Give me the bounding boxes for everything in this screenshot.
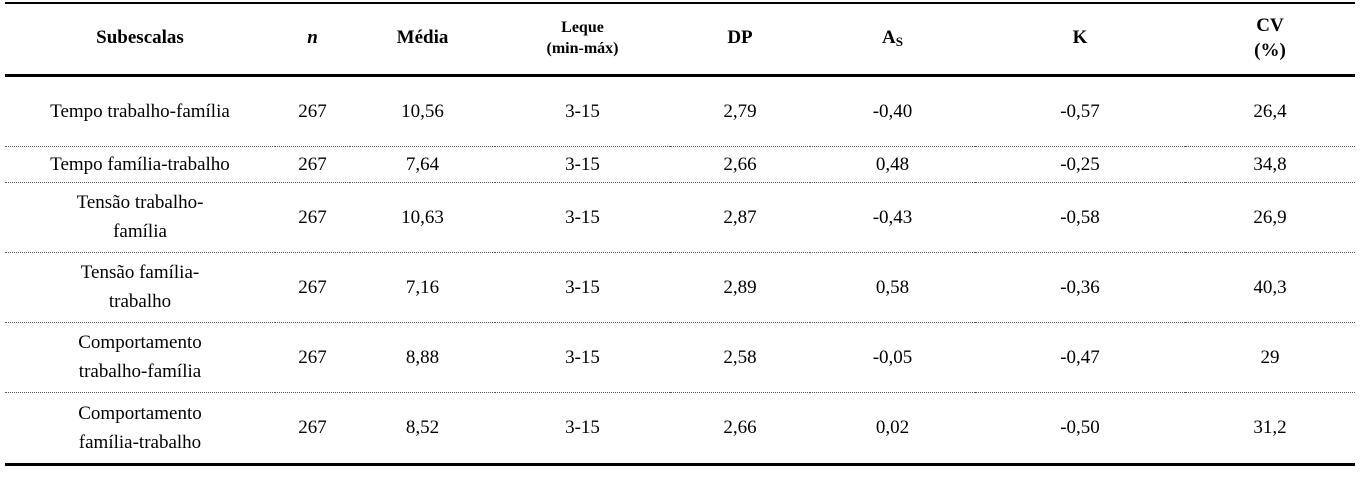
descriptive-statistics-table	[5, 2, 1355, 466]
table-row	[5, 146, 1355, 182]
subscale-label-line: Comportamento	[78, 402, 202, 424]
cell-range: 3-15	[495, 182, 670, 252]
cell-sd: 2,87	[670, 182, 810, 252]
subscale-label-line: família-trabalho	[78, 431, 202, 453]
cell-cv: 34,8	[1185, 146, 1355, 182]
cell-skew: 0,58	[810, 252, 975, 322]
cell-cv: 26,4	[1185, 75, 1355, 146]
cell-mean: 10,63	[350, 182, 495, 252]
cell-sd: 2,89	[670, 252, 810, 322]
cell-kurtosis: -0,36	[975, 252, 1185, 322]
cell-kurtosis: -0,25	[975, 146, 1185, 182]
header-cv-line2: (%)	[1254, 39, 1286, 61]
header-row	[5, 3, 1355, 75]
header-kurtosis: K	[975, 3, 1185, 75]
cell-subscale	[5, 252, 275, 322]
cell-skew: 0,48	[810, 146, 975, 182]
table-body	[5, 75, 1355, 464]
cell-mean: 8,88	[350, 322, 495, 392]
subscale-label-line: Tensão família-	[80, 262, 200, 283]
cell-cv: 29	[1185, 322, 1355, 392]
cell-sd: 2,79	[670, 75, 810, 146]
cell-cv: 26,9	[1185, 182, 1355, 252]
table-row	[5, 392, 1355, 464]
cell-mean: 7,64	[350, 146, 495, 182]
cell-sd: 2,58	[670, 322, 810, 392]
cell-kurtosis: -0,57	[975, 75, 1185, 146]
cell-range: 3-15	[495, 146, 670, 182]
cell-kurtosis: -0,50	[975, 392, 1185, 464]
cell-range: 3-15	[495, 322, 670, 392]
header-cv	[1185, 3, 1355, 75]
cell-sd: 2,66	[670, 146, 810, 182]
table-row	[5, 182, 1355, 252]
cell-subscale	[5, 182, 275, 252]
cell-cv: 31,2	[1185, 392, 1355, 464]
header-mean: Média	[350, 3, 495, 75]
subscale-label-line: família	[113, 221, 167, 242]
cell-n: 267	[275, 252, 350, 322]
table-row	[5, 75, 1355, 146]
header-skewness	[810, 3, 975, 75]
cell-range: 3-15	[495, 392, 670, 464]
cell-skew: -0,43	[810, 182, 975, 252]
header-skew-base: A	[882, 27, 896, 49]
cell-kurtosis: -0,47	[975, 322, 1185, 392]
table-row	[5, 322, 1355, 392]
header-range-line1: Leque	[561, 18, 604, 36]
cell-subscale	[5, 75, 275, 146]
cell-n: 267	[275, 146, 350, 182]
cell-mean: 10,56	[350, 75, 495, 146]
cell-n: 267	[275, 322, 350, 392]
header-n: n	[275, 3, 350, 75]
cell-n: 267	[275, 75, 350, 146]
subscale-label-line: Tensão trabalho-	[76, 192, 204, 213]
cell-skew: 0,02	[810, 392, 975, 464]
cell-n: 267	[275, 392, 350, 464]
header-skew-sub: S	[895, 34, 903, 50]
cell-subscale	[5, 146, 275, 182]
table-row	[5, 252, 1355, 322]
cell-range: 3-15	[495, 75, 670, 146]
subscale-label-line: trabalho	[108, 291, 172, 312]
cell-mean: 7,16	[350, 252, 495, 322]
cell-sd: 2,66	[670, 392, 810, 464]
cell-n: 267	[275, 182, 350, 252]
subscale-label-line: Tempo família-trabalho	[50, 153, 230, 175]
cell-mean: 8,52	[350, 392, 495, 464]
cell-subscale	[5, 392, 275, 464]
cell-range: 3-15	[495, 252, 670, 322]
subscale-label-line: Comportamento	[78, 332, 202, 353]
cell-cv: 40,3	[1185, 252, 1355, 322]
table-header	[5, 3, 1355, 75]
header-range-line2: (min-máx)	[546, 39, 619, 57]
header-sd: DP	[670, 3, 810, 75]
cell-skew: -0,40	[810, 75, 975, 146]
cell-kurtosis: -0,58	[975, 182, 1185, 252]
cell-subscale	[5, 322, 275, 392]
subscale-label-line: trabalho-família	[78, 361, 202, 382]
header-range	[495, 3, 670, 75]
header-cv-line1: CV	[1256, 15, 1284, 37]
header-subscale: Subescalas	[5, 3, 275, 75]
cell-skew: -0,05	[810, 322, 975, 392]
subscale-label-line: Tempo trabalho-família	[50, 100, 230, 122]
